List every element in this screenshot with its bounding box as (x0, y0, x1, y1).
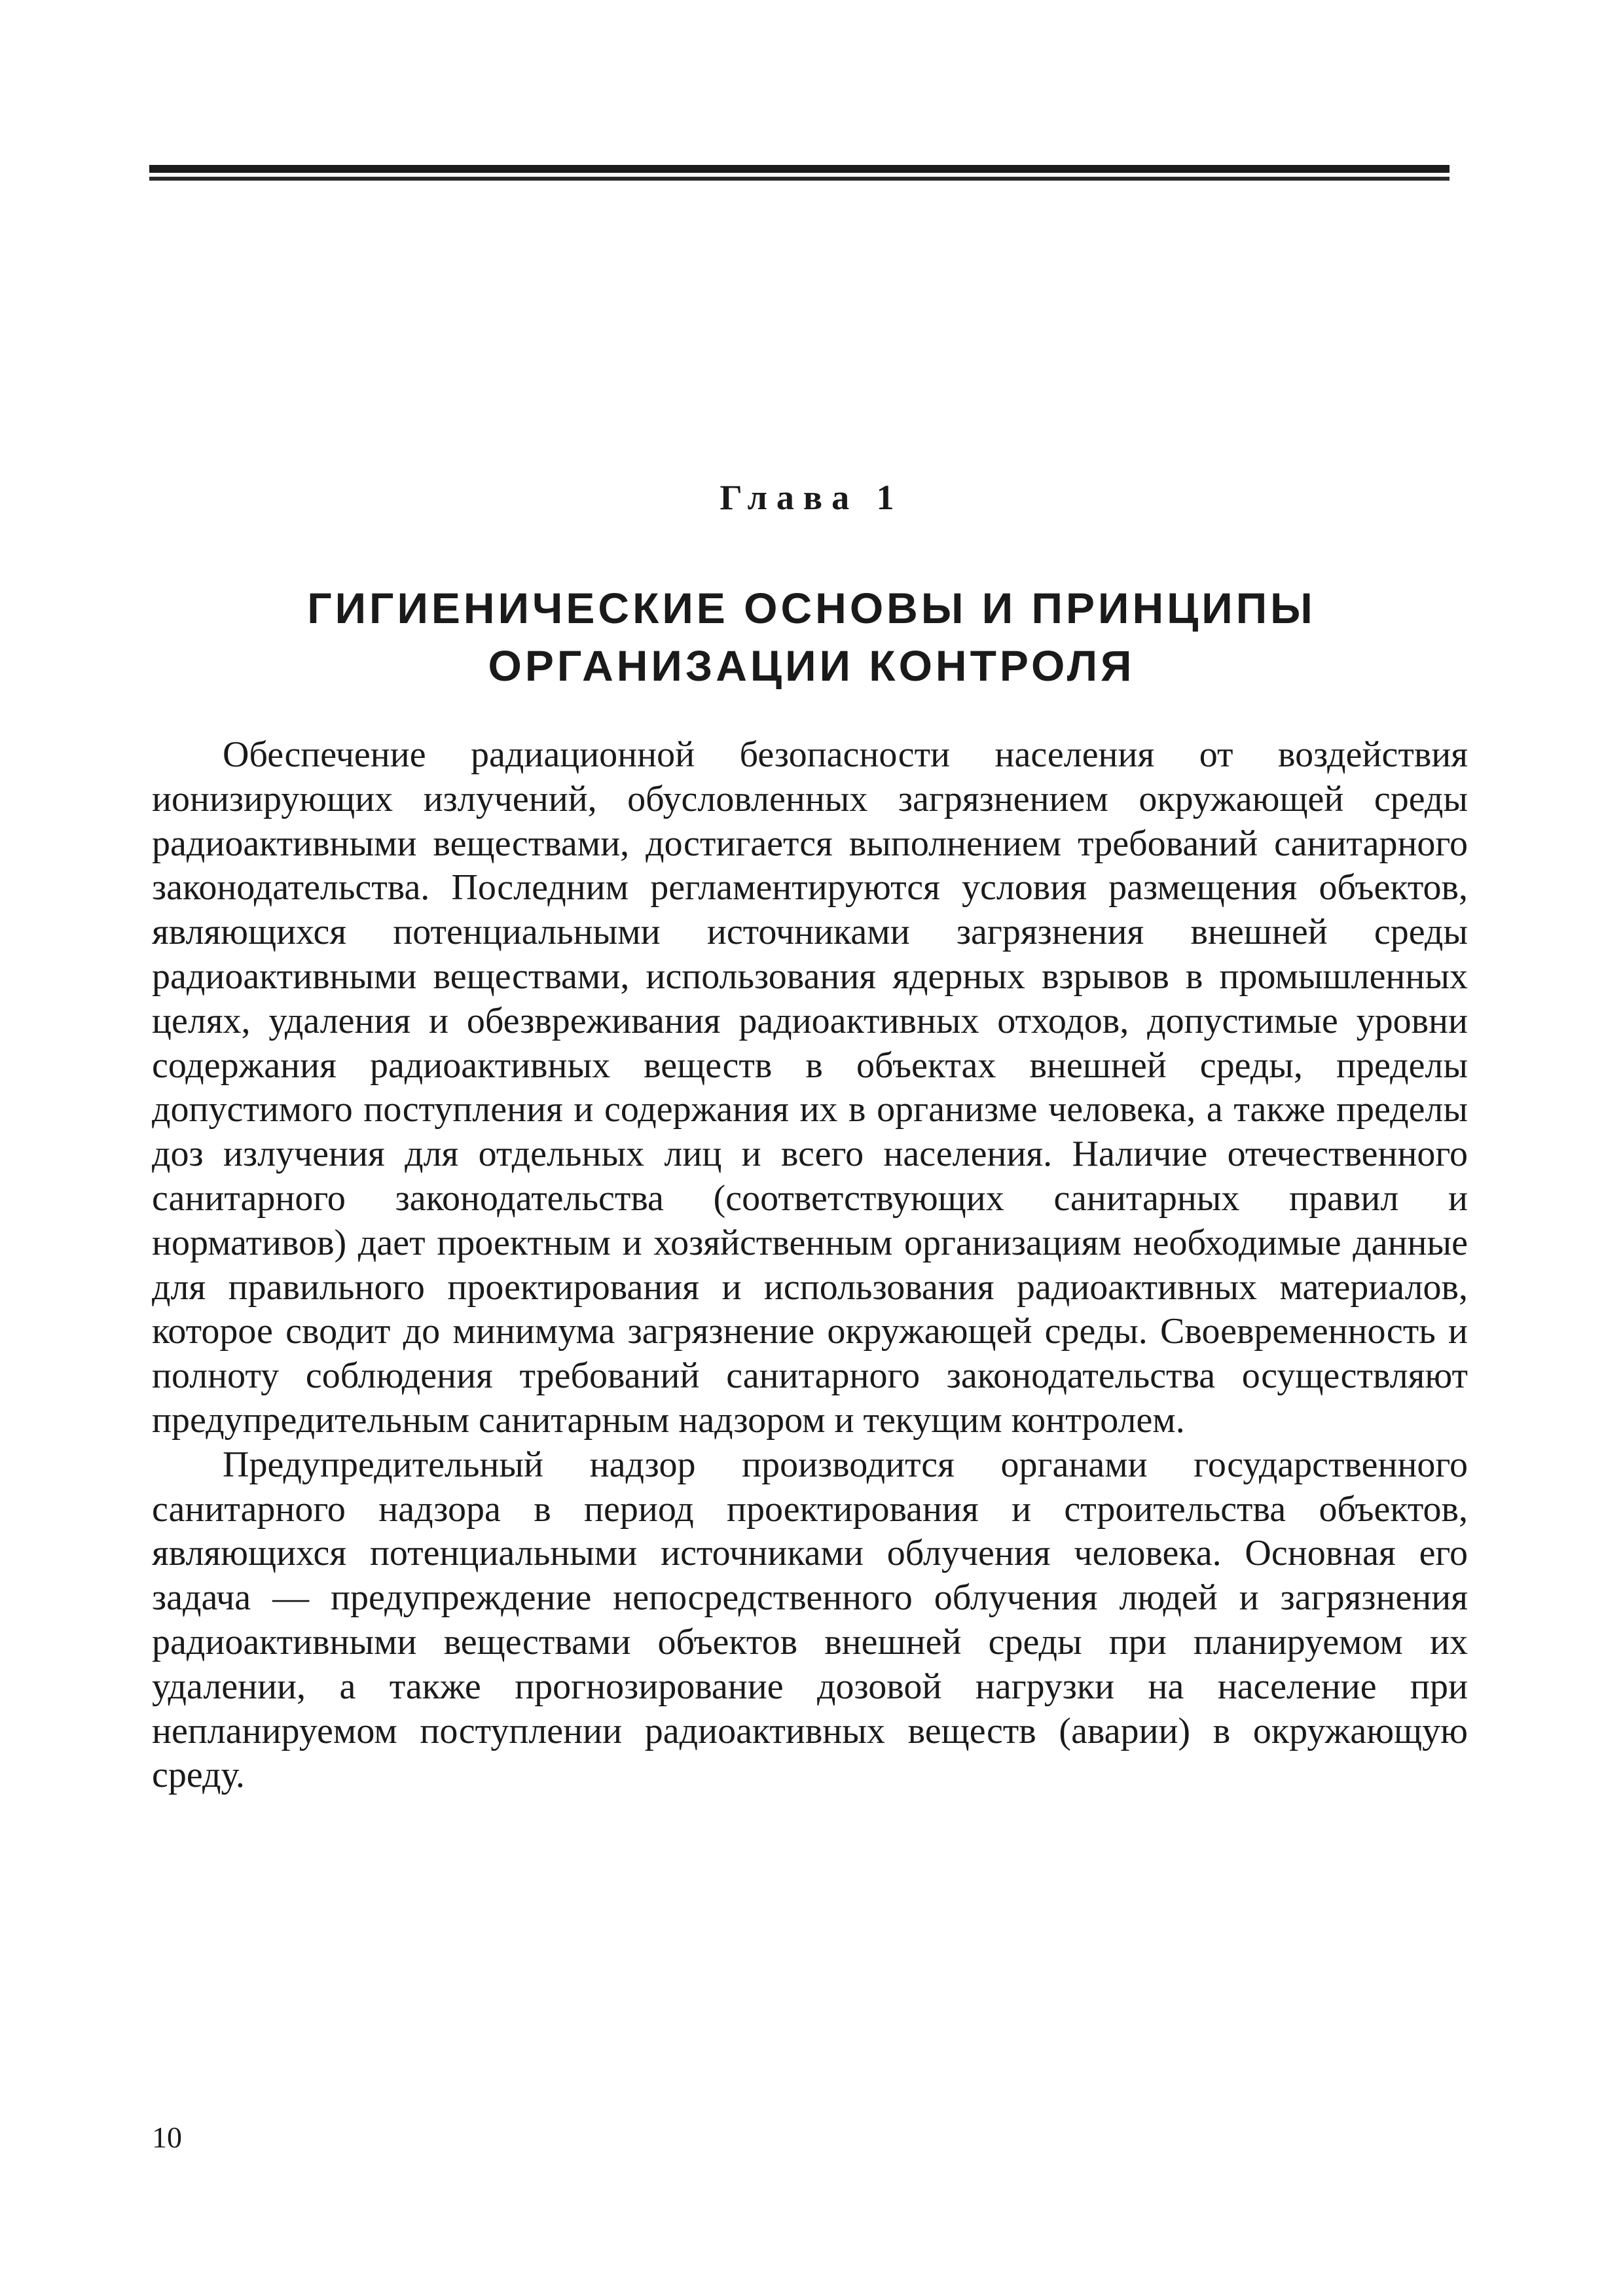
chapter-title-line-2: ОРГАНИЗАЦИИ КОНТРОЛЯ (488, 641, 1135, 690)
top-rule-thick (149, 165, 1450, 173)
chapter-title-line-1: ГИГИЕНИЧЕСКИЕ ОСНОВЫ И ПРИНЦИПЫ (307, 584, 1316, 632)
chapter-label: Глава 1 (720, 478, 903, 517)
top-rule-thin (149, 177, 1450, 181)
paragraph-2: Предупредительный надзор производится органами государственного санитарного надзора в период проектирования и строительства объектов, являющихся потенциальными источниками облучения человека. Основная его задача — предупреждение непосредственного облучения людей и загрязнения радиоактивными веществами объектов внешней среды при планируемом их удалении, а также прогнозирование дозовой нагрузки на население при непланируемом поступлении радиоактивных веществ (аварии) в окружающую среду. (152, 1444, 1468, 1796)
paragraph-1: Обеспечение радиационной безопасности населения от воздействия ионизирующих излучений, обусловленных загрязнением окружающей среды радиоактивными веществами, достигается выполнением требований санитарного законодательства. Последним регламентируются условия размещения объектов, являющихся потенциальными источниками загрязнения внешней среды радиоактивными веществами, использования ядерных взрывов в промышленных целях, удаления и обезвреживания радиоактивных отходов, допустимые уровни содержания радиоактивных веществ в объектах внешней среды, пределы допустимого поступления и содержания их в организме человека, а также пределы доз излучения для отдельных лиц и всего населения. Наличие отечественного санитарного законодательства (соответствующих санитарных правил и нормативов) дает проектным и хозяйственным организациям необходимые данные для правильного проектирования и использования радиоактивных материалов, которое сводит до минимума загрязнение окружающей среды. Своевременность и полноту соблюдения требований санитарного законодательства осуществляют предупредительным санитарным надзором и текущим контролем. (152, 734, 1468, 1441)
page-number: 10 (152, 2121, 182, 2154)
chapter-title (0, 579, 1623, 694)
body-text (152, 733, 1468, 1798)
top-rule (149, 165, 1450, 185)
